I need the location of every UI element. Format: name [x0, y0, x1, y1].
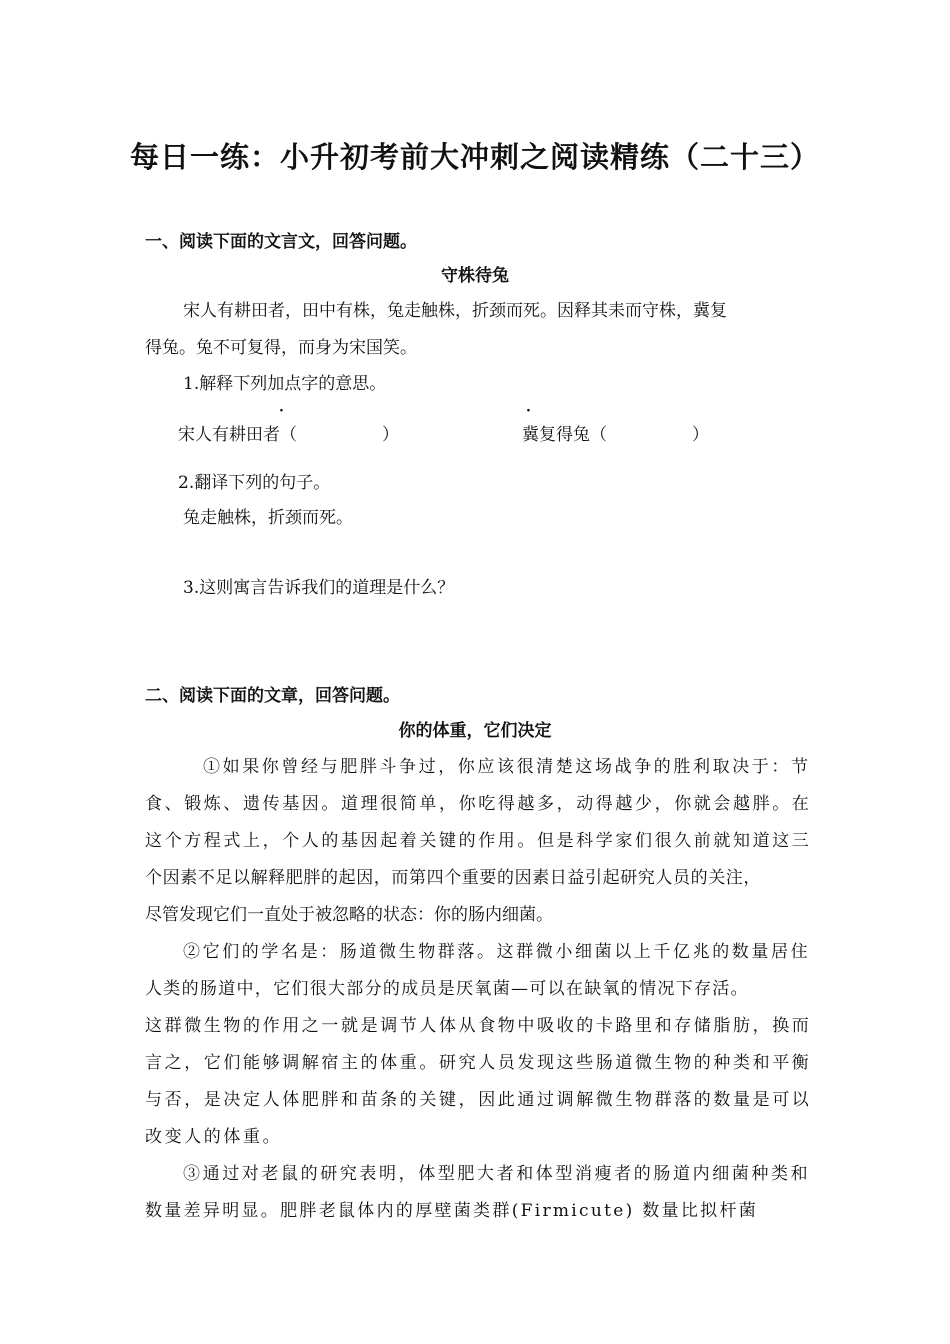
section-1-passage-title: 守株待兔 [441, 266, 509, 286]
section-1-heading: 一、阅读下面的文言文，回答问题。 [145, 232, 417, 252]
section-2-passage-title: 你的体重，它们决定 [398, 721, 552, 741]
page-title: 每日一练：小升初考前大冲刺之阅读精练（二十三） [129, 140, 820, 174]
paragraph-1-line: 个因素不足以解释肥胖的起因，而第四个重要的因素日益引起研究人员的关注， [145, 868, 761, 888]
paragraph-2-line: 与否，是决定人体肥胖和苗条的关键，因此通过调解微生物群落的数量是可以 [145, 1090, 812, 1110]
emphasis-dot: · [279, 403, 284, 419]
passage-line: 宋人有耕田者，田中有株，兔走触株，折颈而死。因释其耒而守株，冀复 [183, 301, 727, 321]
paragraph-2-line: ②它们的学名是：肠道微生物群落。这群微小细菌以上千亿兆的数量居住 [183, 942, 811, 962]
paragraph-3-line: ③通过对老鼠的研究表明，体型肥大者和体型消瘦者的肠道内细菌种类和 [183, 1164, 811, 1184]
paragraph-1-line: ①如果你曾经与肥胖斗争过，你应该很清楚这场战争的胜利取决于：节 [203, 757, 811, 777]
emphasis-dot: · [526, 403, 531, 419]
paragraph-2-line: 这群微生物的作用之一就是调节人体从食物中吸收的卡路里和存储脂肪，换而 [145, 1016, 812, 1036]
passage-line: 得兔。兔不可复得，而身为宋国笑。 [145, 338, 417, 358]
question-1-item-b: 冀复得兔（ ） [522, 425, 709, 445]
question-2-sentence: 兔走触株，折颈而死。 [183, 508, 353, 528]
paragraph-1-line: 这个方程式上，个人的基因起着关键的作用。但是科学家们很久前就知道这三 [145, 831, 812, 851]
paragraph-2-line: 改变人的体重。 [145, 1127, 283, 1147]
question-1-item-a: 宋人有耕田者（ ） [178, 425, 399, 445]
question-2-prompt: 2.翻译下列的句子。 [178, 473, 331, 493]
paragraph-1-line: 食、锻炼、遗传基因。道理很简单，你吃得越多，动得越少，你就会越胖。在 [145, 794, 812, 814]
question-1-prompt: 1.解释下列加点字的意思。 [183, 374, 387, 394]
paragraph-3-line: 数量差异明显。肥胖老鼠体内的厚壁菌类群(Firmicute) 数量比拟杆菌 [145, 1201, 759, 1221]
paragraph-2-line: 人类的肠道中，它们很大部分的成员是厌氧菌—可以在缺氧的情况下存活。 [145, 979, 749, 999]
paragraph-1-line: 尽管发现它们一直处于被忽略的状态：你的肠内细菌。 [145, 905, 553, 925]
paragraph-2-line: 言之，它们能够调解宿主的体重。研究人员发现这些肠道微生物的种类和平衡 [145, 1053, 812, 1073]
section-2-heading: 二、阅读下面的文章，回答问题。 [145, 686, 400, 706]
question-3-prompt: 3.这则寓言告诉我们的道理是什么？ [183, 578, 455, 598]
